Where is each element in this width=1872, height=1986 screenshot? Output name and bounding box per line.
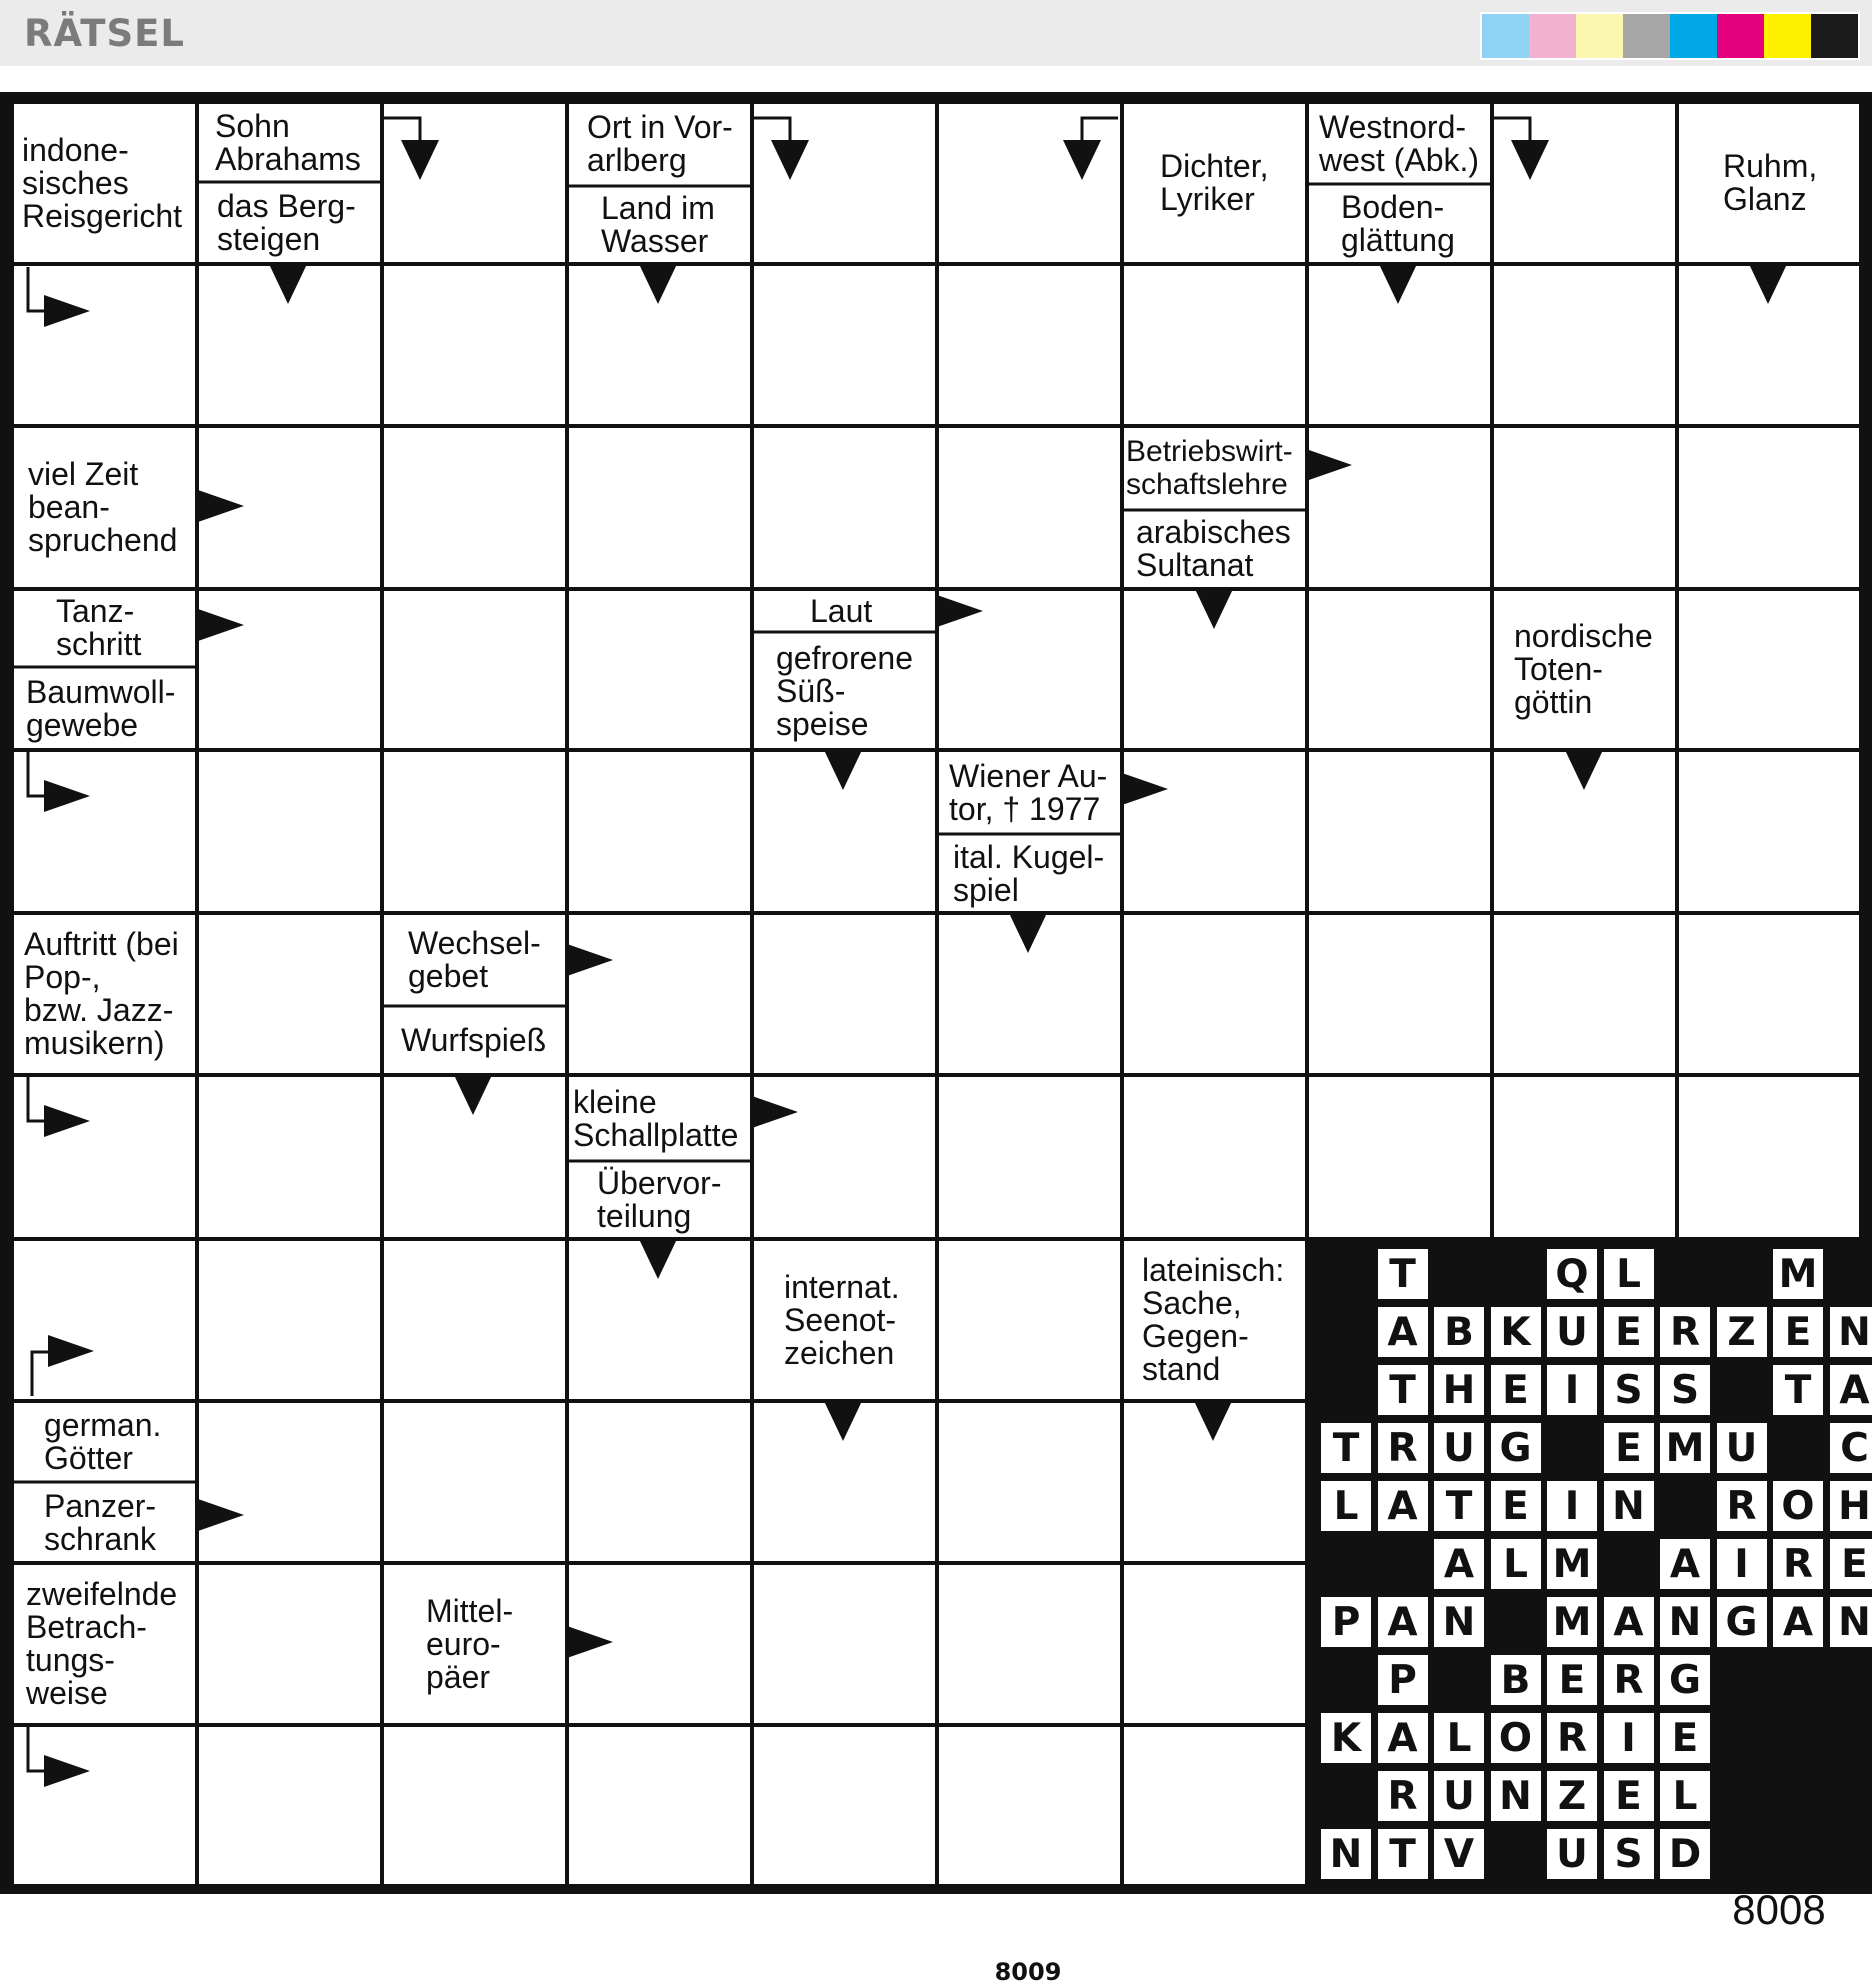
solution-letter: A [1660,1539,1710,1589]
solution-letter: U [1547,1829,1597,1879]
solution-letter: B [1434,1307,1484,1357]
color-swatch [1670,14,1717,58]
clue-cell: Wechsel- gebet [384,915,564,1004]
clue-cell: Ort in Vor- arlberg [569,104,749,184]
solution-letter: E [1660,1713,1710,1763]
solution-letter: N [1830,1307,1872,1357]
solution-letter: T [1378,1829,1428,1879]
clue-cell: nordische Toten- göttin [1494,591,1673,748]
solution-letter: T [1773,1365,1823,1415]
solution-letter: T [1434,1481,1484,1531]
solution-letter: N [1604,1481,1654,1531]
color-swatch [1764,14,1811,58]
clue-cell: indone- sisches Reisgericht [14,104,194,262]
clue-cell: Panzer- schrank [14,1484,194,1561]
clue-cell: Land im Wasser [569,188,749,262]
solution-letter: N [1830,1597,1872,1647]
solution-letter: C [1830,1423,1872,1473]
page-header [0,0,1872,66]
solution-letter: S [1604,1829,1654,1879]
solution-letter: E [1773,1307,1823,1357]
solution-letter: G [1660,1655,1710,1705]
solution-letter: G [1717,1597,1767,1647]
solution-letter: H [1830,1481,1872,1531]
clue-cell: viel Zeit bean- spruchend [14,428,194,586]
solution-letter: A [1773,1597,1823,1647]
clue-cell: kleine Schallplatte [569,1077,749,1160]
solution-letter: T [1378,1249,1428,1299]
solution-letter: T [1378,1365,1428,1415]
solution-letter: A [1378,1713,1428,1763]
clue-cell: Betriebswirt- schaftslehre [1124,428,1304,508]
solution-letter: L [1660,1771,1710,1821]
clue-cell: Mittel- euro- päer [384,1565,564,1723]
solution-letter: E [1491,1365,1541,1415]
solution-letter: M [1773,1249,1823,1299]
solution-caption: Auf- lösung von Nr. 8008 [1700,1763,1858,1931]
clue-cell: Westnord- west (Abk.) [1309,104,1488,184]
crossword-frame [0,92,1872,1894]
clue-cell: Baumwoll- gewebe [14,669,194,748]
clue-cell: Auftritt (bei Pop-, bzw. Jazz- musikern) [14,915,194,1073]
clue-cell: Ruhm, Glanz [1679,104,1859,262]
solution-letter: I [1547,1481,1597,1531]
solution-letter: E [1547,1655,1597,1705]
solution-letter: I [1604,1713,1654,1763]
solution-letter: E [1604,1423,1654,1473]
solution-letter: V [1434,1829,1484,1879]
solution-letter: T [1321,1423,1371,1473]
solution-letter: M [1547,1539,1597,1589]
clue-cell: Wiener Au- tor, † 1977 [939,753,1119,833]
solution-letter: G [1491,1423,1541,1473]
solution-letter: O [1491,1713,1541,1763]
solution-letter: K [1321,1713,1371,1763]
clue-cell: Laut [754,591,933,631]
clue-cell: lateinisch: Sache, Gegen- stand [1124,1241,1304,1399]
solution-letter: Z [1547,1771,1597,1821]
solution-letter: L [1321,1481,1371,1531]
clue-cell: Übervor- teilung [569,1163,749,1237]
solution-letter: A [1604,1597,1654,1647]
solution-letter: M [1660,1423,1710,1473]
solution-letter: P [1378,1655,1428,1705]
color-calibration-bar [1480,12,1860,60]
solution-letter: L [1434,1713,1484,1763]
clue-cell: internat. Seenot- zeichen [754,1241,933,1399]
clue-cell: ital. Kugel- spiel [939,836,1119,911]
solution-letter: N [1321,1829,1371,1879]
page-title: RÄTSEL [24,12,185,55]
solution-letter: R [1773,1539,1823,1589]
solution-letter: I [1547,1365,1597,1415]
solution-letter: U [1434,1423,1484,1473]
solution-letter: B [1491,1655,1541,1705]
solution-letter: R [1717,1481,1767,1531]
solution-letter: O [1773,1481,1823,1531]
solution-letter: R [1378,1423,1428,1473]
solution-letter: E [1491,1481,1541,1531]
solution-letter: A [1830,1365,1872,1415]
color-swatch [1576,14,1623,58]
solution-letter: H [1434,1365,1484,1415]
puzzle-number: 8009 [982,1958,1074,1986]
solution-letter: S [1604,1365,1654,1415]
solution-letter: Q [1547,1249,1597,1299]
clue-cell: german. Götter [14,1403,194,1481]
solution-letter: P [1321,1597,1371,1647]
clue-cell: arabisches Sultanat [1124,512,1304,586]
clue-cell: Sohn Abrahams [199,104,378,181]
solution-letter: E [1604,1307,1654,1357]
solution-letter: U [1434,1771,1484,1821]
clue-cell: Wurfspieß [384,1008,564,1073]
solution-letter: E [1604,1771,1654,1821]
solution-letter: U [1547,1307,1597,1357]
solution-letter: L [1604,1249,1654,1299]
clue-cell: Dichter, Lyriker [1124,104,1304,262]
solution-letter: R [1604,1655,1654,1705]
solution-letter: I [1717,1539,1767,1589]
solution-letter: A [1378,1481,1428,1531]
solution-letter: A [1434,1539,1484,1589]
clue-cell: Boden- glättung [1309,186,1488,262]
solution-letter: A [1378,1307,1428,1357]
solution-letter: N [1434,1597,1484,1647]
solution-letter: Z [1717,1307,1767,1357]
solution-letter: N [1491,1771,1541,1821]
solution-letter: R [1378,1771,1428,1821]
solution-letter: R [1660,1307,1710,1357]
solution-letter: K [1491,1307,1541,1357]
solution-letter: S [1660,1365,1710,1415]
solution-letter: L [1491,1539,1541,1589]
solution-letter: E [1830,1539,1872,1589]
solution-letter: D [1660,1829,1710,1879]
color-swatch [1623,14,1670,58]
solution-letter: M [1547,1597,1597,1647]
clue-cell: zweifelnde Betrach- tungs- weise [14,1565,194,1723]
color-swatch [1811,14,1858,58]
solution-letter: R [1547,1713,1597,1763]
solution-letter: N [1660,1597,1710,1647]
clue-cell: das Berg- steigen [199,184,378,262]
solution-letter: U [1717,1423,1767,1473]
clue-cell: gefrorene Süß- speise [754,634,933,748]
color-swatch [1717,14,1764,58]
clue-cell: Tanz- schritt [14,591,194,665]
solution-letter: A [1378,1597,1428,1647]
color-swatch [1529,14,1576,58]
color-swatch [1482,14,1529,58]
